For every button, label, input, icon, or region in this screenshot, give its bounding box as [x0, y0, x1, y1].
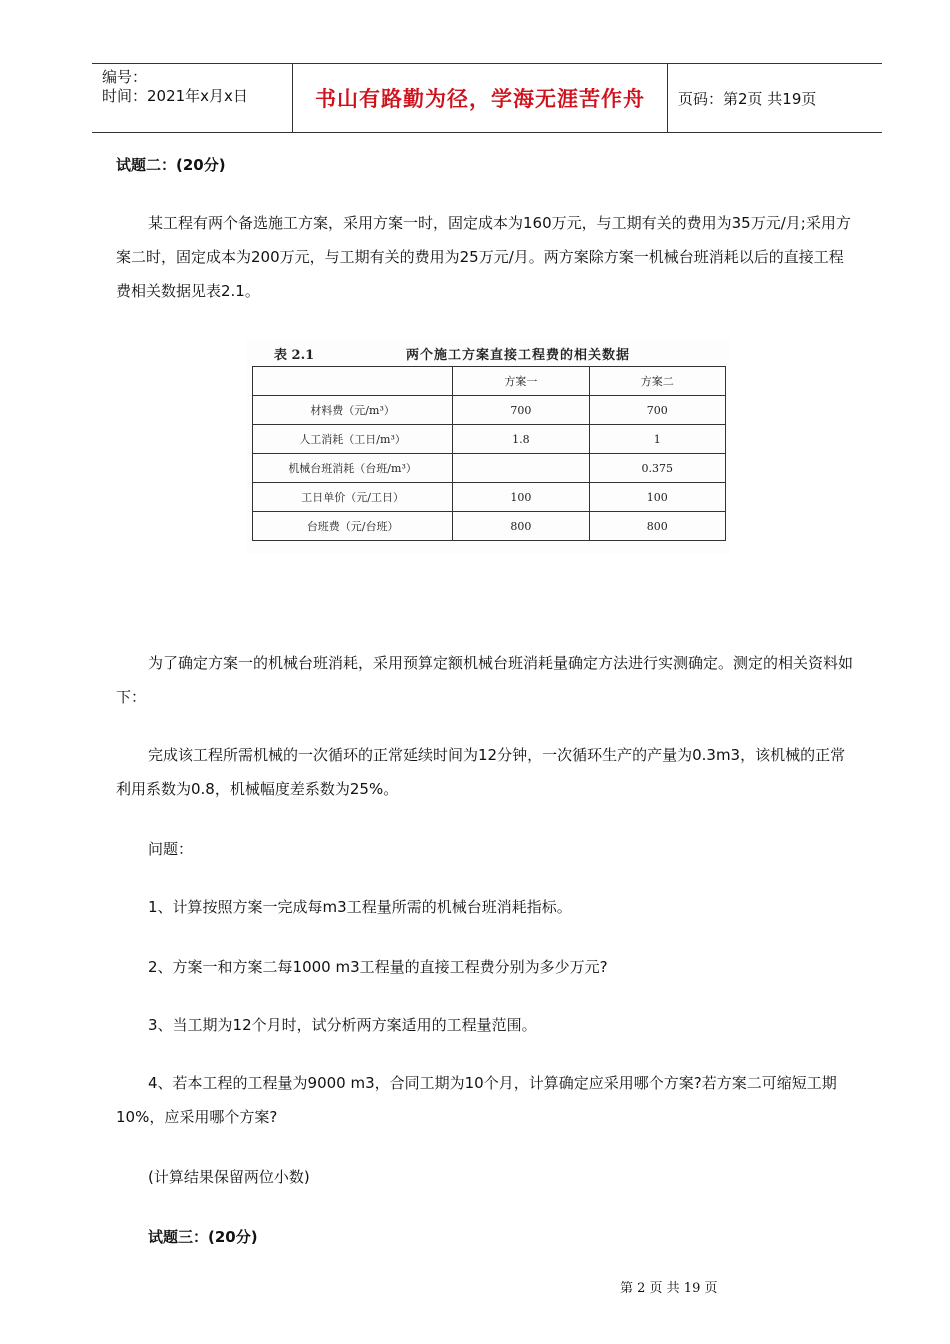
- table-cell: 800: [453, 512, 589, 541]
- paragraph-data: 完成该工程所需机械的一次循环的正常延续时间为12分钟，一次循环生产的产量为0.3m3，该机械的正常利用系数为0.8，机械幅度差系数为25%。: [116, 746, 846, 798]
- code-label: 编号：: [102, 68, 148, 86]
- question-4: 4、若本工程的工程量为9000 m3，合同工期为10个月，计算确定应采用哪个方案?若方案二可缩短工期10%，应采用哪个方案?: [116, 1074, 837, 1126]
- table-header-cell: [253, 367, 453, 396]
- table-cell: 100: [453, 483, 589, 512]
- table-cell: 台班费（元/台班）: [253, 512, 453, 541]
- page-header: [92, 63, 882, 133]
- table-row: [253, 425, 726, 454]
- table-cell: 材料费（元/m³）: [253, 396, 453, 425]
- table-title: 两个施工方案直接工程费的相关数据: [406, 348, 631, 363]
- questions-label: 问题：: [148, 840, 194, 858]
- table-cell: 800: [589, 512, 725, 541]
- page-footer: 第 2 页 共 19 页: [620, 1281, 718, 1296]
- table-cell: [453, 454, 589, 483]
- question-1: 1、计算按照方案一完成每m3工程量所需的机械台班消耗指标。: [148, 898, 572, 916]
- header-page-label: 页码：第2页 共19页: [678, 89, 817, 108]
- question-3: 3、当工期为12个月时，试分析两方案适用的工程量范围。: [148, 1016, 537, 1034]
- table-header-cell: 方案一: [453, 367, 589, 396]
- table-cell: 机械台班消耗（台班/m³）: [253, 454, 453, 483]
- section3-title: 试题三：(20分): [148, 1228, 258, 1246]
- table-caption: 表 2.1: [274, 348, 315, 363]
- paragraph-intro: 某工程有两个备选施工方案，采用方案一时，固定成本为160万元，与工期有关的费用为35万元/月;采用方案二时，固定成本为200万元，与工期有关的费用为25万元/月。两方案除方案一机械台班消耗以后的直接工程费相关数据见表2.1。: [116, 214, 851, 300]
- table-row: [253, 512, 726, 541]
- table-header-row: [253, 367, 726, 396]
- question-2: 2、方案一和方案二每1000 m3工程量的直接工程费分别为多少万元?: [148, 958, 608, 976]
- table-row: [253, 483, 726, 512]
- table-row: [253, 396, 726, 425]
- scanned-table: [246, 340, 730, 554]
- table-cell: 1.8: [453, 425, 589, 454]
- rounding-note: (计算结果保留两位小数): [148, 1168, 310, 1186]
- table-cell: 700: [589, 396, 725, 425]
- time-label: 时间：2021年x月x日: [102, 87, 248, 105]
- table-cell: 1: [589, 425, 725, 454]
- header-motto: 书山有路勤为径，学海无涯苦作舟: [292, 64, 668, 132]
- cost-table: [252, 366, 726, 541]
- header-meta: [92, 64, 292, 132]
- section2-title: 试题二：(20分): [116, 156, 226, 174]
- paragraph-method: 为了确定方案一的机械台班消耗，采用预算定额机械台班消耗量确定方法进行实测确定。测定的相关资料如下：: [116, 654, 854, 706]
- table-row: [253, 454, 726, 483]
- table-cell: 0.375: [589, 454, 725, 483]
- table-cell: 工日单价（元/工日）: [253, 483, 453, 512]
- table-header-cell: 方案二: [589, 367, 725, 396]
- table-cell: 100: [589, 483, 725, 512]
- table-cell: 人工消耗（工日/m³）: [253, 425, 453, 454]
- table-cell: 700: [453, 396, 589, 425]
